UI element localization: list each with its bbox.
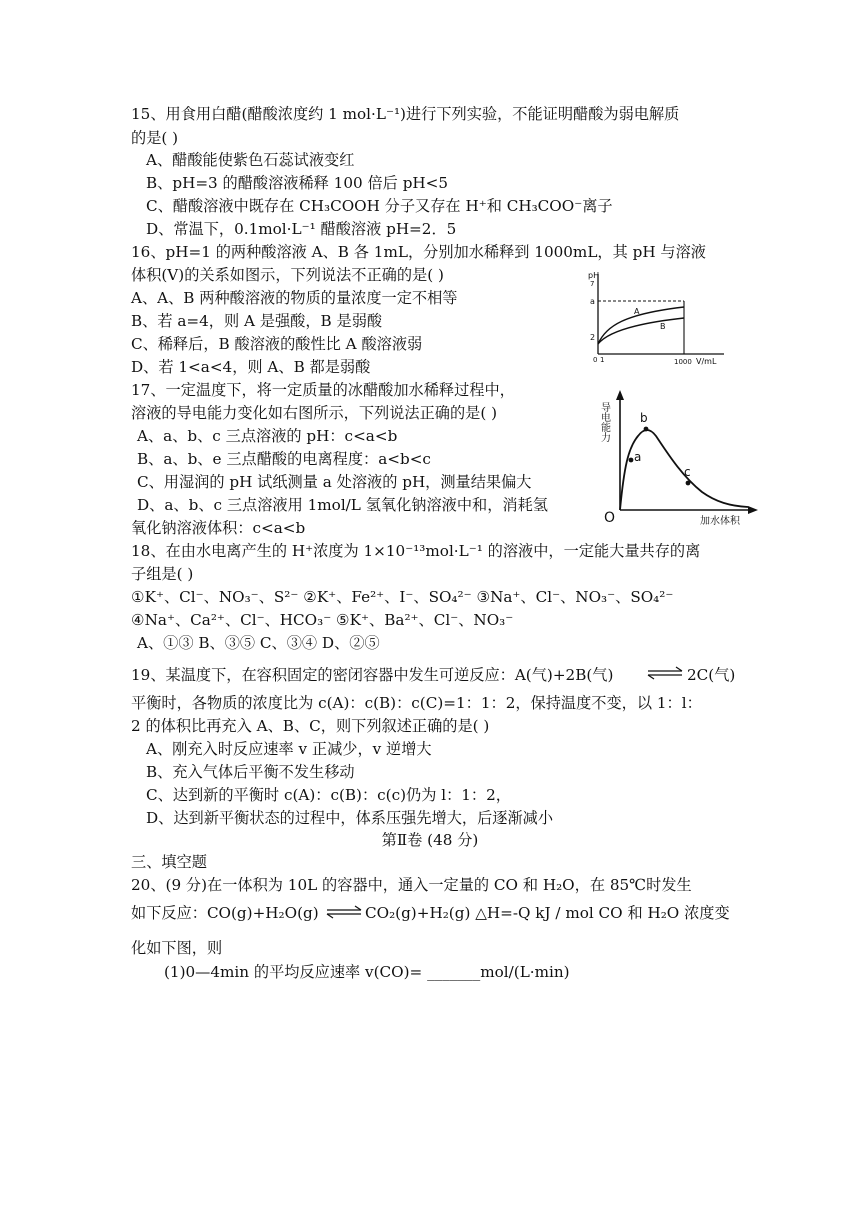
q15-option-c: C、醋酸溶液中既存在 CH₃COOH 分子又存在 H⁺和 CH₃COO⁻离子 [146, 197, 613, 215]
q20-stem-line1: 20、(9 分)在一体积为 10L 的容器中，通入一定量的 CO 和 H₂O，在 85℃时发生 [131, 876, 692, 894]
q20-stem-line2-pre: 如下反应：CO(g)+H₂O(g) [131, 904, 319, 922]
q18-stem-line2: 子组是( ) [131, 565, 194, 583]
q16-tick-2: 2 [590, 333, 596, 342]
reaction-arrow-icon [325, 905, 363, 919]
part2-title: 第Ⅱ卷 (48 分) [381, 831, 479, 849]
q16-curve-a-label: A [634, 307, 640, 316]
q17-option-d-line1: D、a、b、c 三点溶液用 1mol/L 氢氧化钠溶液中和，消耗氢 [137, 496, 548, 514]
q15-option-a: A、醋酸能使紫色石蕊试液变红 [146, 151, 355, 169]
q17-label-b: b [640, 411, 648, 425]
q17-stem-line1: 17、一定温度下，将一定质量的冰醋酸加水稀释过程中， [131, 381, 515, 399]
q15-stem-line2: 的是( ) [131, 129, 179, 147]
section-title: 三、填空题 [131, 853, 207, 871]
q19-option-c: C、达到新的平衡时 c(A)：c(B)：c(c)仍为 l：1：2， [146, 786, 511, 804]
q17-point-a [629, 458, 634, 463]
q16-stem-line1: 16、pH=1 的两种酸溶液 A、B 各 1mL，分别加水稀释到 1000mL，其 pH 与溶液 [131, 243, 706, 261]
q17-y-arrow-icon [616, 390, 624, 400]
q15-stem-line1: 15、用食用白醋(醋酸浓度约 1 mol·L⁻¹)进行下列实验，不能证明醋酸为弱电解质 [131, 105, 680, 123]
q17-x-axis-label: 加水体积 [700, 516, 740, 527]
q17-option-a: A、a、b、c 三点溶液的 pH：c<a<b [137, 427, 398, 445]
q20-sub-question-1: (1)0—4min 的平均反应速率 v(CO)= _______mol/(L·min) [164, 963, 570, 981]
q16-option-c: C、稀释后，B 酸溶液的酸性比 A 酸溶液弱 [131, 335, 423, 353]
q16-curve-b-label: B [660, 322, 666, 331]
equilibrium-arrow-icon [646, 666, 684, 680]
q16-option-a: A、A、B 两种酸溶液的物质的量浓度一定不相等 [131, 289, 458, 307]
q17-origin: O [604, 510, 616, 526]
q19-stem-line3: 2 的体积比再充入 A、B、C，则下列叙述正确的是( ) [131, 717, 490, 735]
q17-point-b [644, 427, 649, 432]
q19-stem-line1: 19、某温度下，在容积固定的密闭容器中发生可逆反应：A(气)+2B(气) [131, 666, 614, 684]
q16-option-b: B、若 a=4，则 A 是强酸，B 是弱酸 [131, 312, 383, 330]
q19-option-b: B、充入气体后平衡不发生移动 [146, 763, 355, 781]
q18-ion-groups-line2: ④Na⁺、Ca²⁺、Cl⁻、HCO₃⁻ ⑤K⁺、Ba²⁺、Cl⁻、NO₃⁻ [131, 611, 514, 629]
q18-ion-groups-line1: ①K⁺、Cl⁻、NO₃⁻、S²⁻ ②K⁺、Fe²⁺、I⁻、SO₄²⁻ ③Na⁺、Cl⁻、NO₃⁻、SO₄²⁻ [131, 588, 674, 606]
q16-origin-x: 1 [600, 356, 605, 364]
q16-tick-a: a [590, 297, 595, 306]
q15-option-b: B、pH=3 的醋酸溶液稀释 100 倍后 pH<5 [146, 174, 449, 192]
q19-option-d: D、达到新平衡状态的过程中，体系压强先增大，后逐渐减小 [146, 809, 554, 827]
q16-curve-b [598, 318, 684, 344]
q16-tick-7: 7 [590, 280, 595, 288]
q17-x-arrow-icon [748, 506, 758, 514]
q17-stem-line2: 溶液的导电能力变化如右图所示，下列说法正确的是( ) [131, 404, 497, 422]
q16-stem-line2: 体积(V)的关系如图示，下列说法不正确的是( ) [131, 266, 444, 284]
q18-choices: A、①③ B、③⑤ C、③④ D、②⑤ [137, 634, 380, 652]
q15-option-d: D、常温下，0.1mol·L⁻¹ 醋酸溶液 pH=2．5 [146, 220, 457, 238]
q17-option-d-line2: 氧化钠溶液体积：c<a<b [131, 519, 306, 537]
q16-ph-volume-graph [584, 268, 734, 368]
q20-stem-line2-post: CO₂(g)+H₂(g) △H=-Q kJ / mol CO 和 H₂O 浓度变 [365, 904, 730, 922]
q16-option-d: D、若 1<a<4，则 A、B 都是弱酸 [131, 358, 371, 376]
q17-label-a: a [634, 450, 642, 464]
q20-stem-line3: 化如下图，则 [131, 939, 223, 957]
q16-origin: 0 [593, 356, 598, 364]
q19-stem-line1-end: 2C(气) [687, 666, 736, 684]
q16-x-end: 1000 [674, 358, 692, 366]
q19-option-a: A、刚充入时反应速率 v 正减少，v 逆增大 [146, 740, 432, 758]
q17-option-c: C、用湿润的 pH 试纸测量 a 处溶液的 pH，测量结果偏大 [137, 473, 532, 491]
q16-x-axis-label: V/mL [696, 357, 717, 366]
q17-conductivity-graph [598, 388, 758, 528]
q17-label-c: c [684, 465, 691, 479]
q16-y-axis-label: pH [588, 271, 600, 280]
q17-option-b: B、a、b、e 三点醋酸的电离程度：a<b<c [137, 450, 431, 468]
q19-stem-line2: 平衡时，各物质的浓度比为 c(A)：c(B)：c(C)=1：1：2，保持温度不变，以 1：l： [131, 694, 702, 712]
q17-point-c [686, 481, 691, 486]
q18-stem-line1: 18、在由水电离产生的 H⁺浓度为 1×10⁻¹³mol·L⁻¹ 的溶液中，一定能大量共存的离 [131, 542, 701, 560]
q16-curve-a [598, 307, 684, 344]
q17-y-axis-label: 导电能力 [598, 402, 610, 442]
